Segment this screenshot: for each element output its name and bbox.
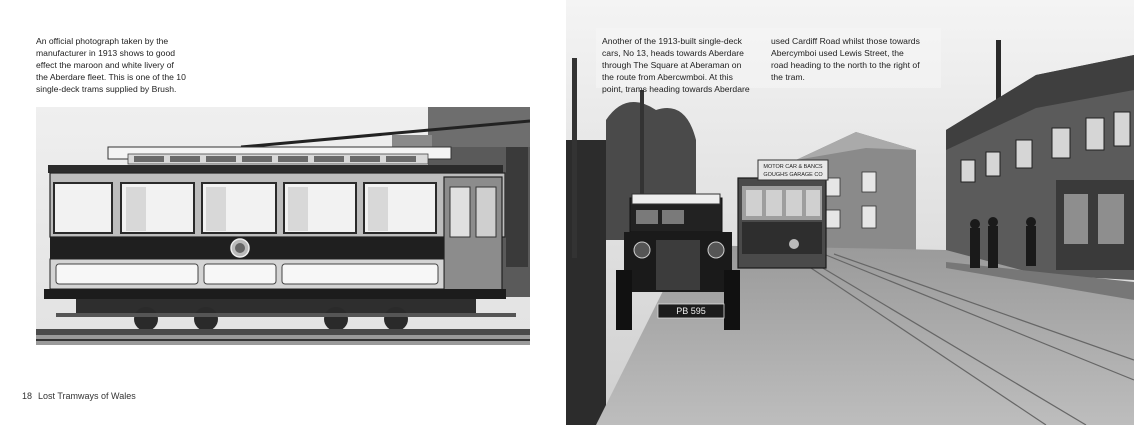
sign-line-1: MOTOR CAR & BANCS bbox=[763, 164, 823, 170]
left-caption: An official photograph taken by the manufacturer in 1913 shows to good effect the maroon and white livery of the Aberdare fleet. This is one of the 10 single-deck trams supplied by Brush. bbox=[36, 36, 186, 94]
left-page bbox=[0, 0, 566, 425]
page-footer bbox=[22, 391, 136, 401]
right-caption-column-2: used Cardiff Road whilst those towards Abercymboi used Lewis Street, the road heading to the north to the right of the tram. bbox=[771, 36, 920, 82]
page-number: 18 bbox=[22, 391, 33, 401]
tram-photo bbox=[36, 107, 530, 345]
car-plate: PB 595 bbox=[676, 306, 706, 316]
right-page bbox=[566, 0, 1134, 425]
right-caption-column-1: Another of the 1913-built single-deck cars, No 13, heads towards Aberdare through The Square at Aberaman on the route from Abercwmboi. At this point, trams heading towards Aberdare bbox=[602, 36, 750, 94]
sign-line-2: GOUGHS GARAGE CO bbox=[763, 172, 823, 178]
running-title: Lost Tramways of Wales bbox=[38, 391, 136, 401]
